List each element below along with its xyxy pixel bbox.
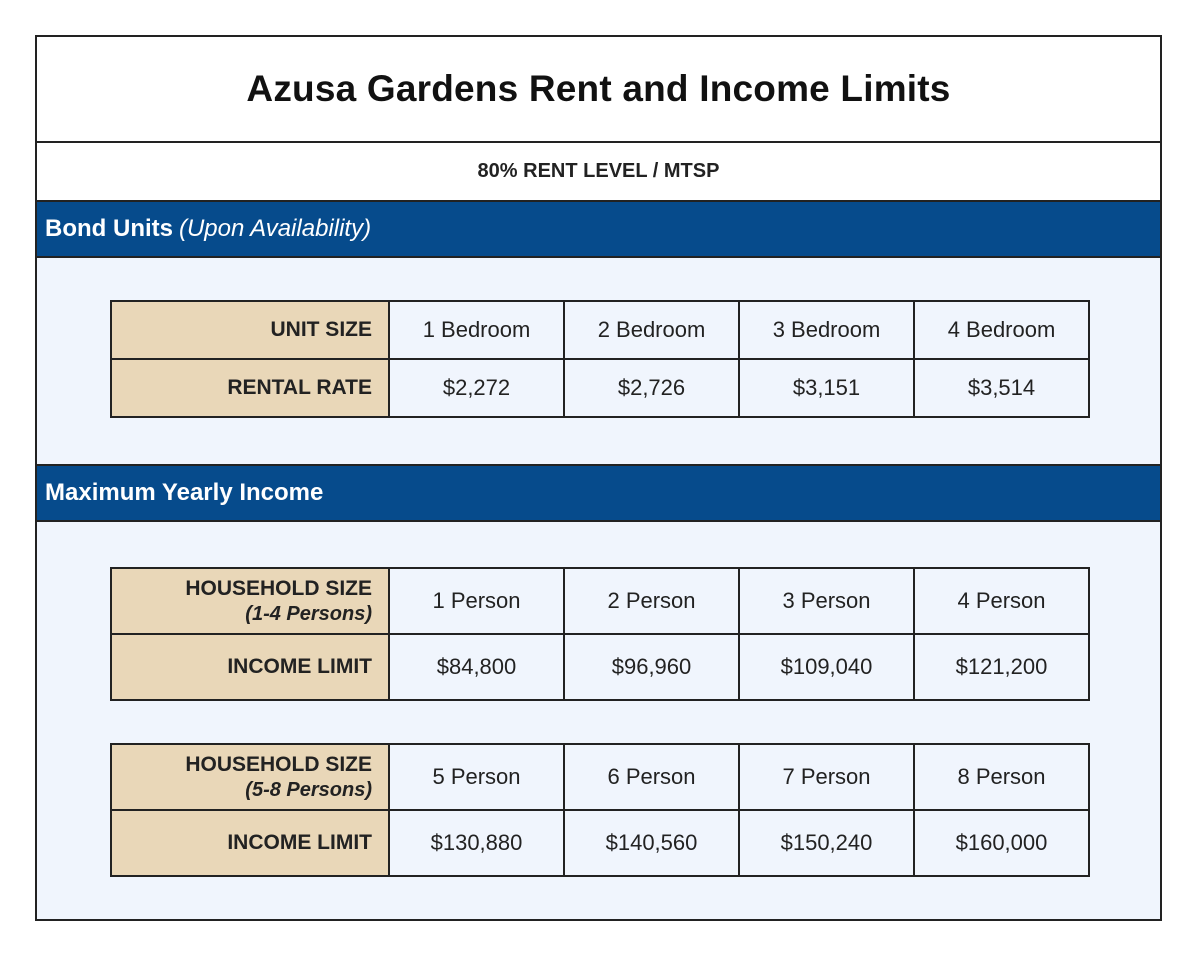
unit-size-label: UNIT SIZE bbox=[111, 301, 389, 359]
income-table-5-8 bbox=[110, 743, 1090, 877]
unit-size-cell: 4 Bedroom bbox=[914, 301, 1089, 359]
title-box bbox=[37, 37, 1160, 143]
income-limit-cell: $84,800 bbox=[389, 634, 564, 700]
income-limit-label: INCOME LIMIT bbox=[111, 634, 389, 700]
household-size-text: HOUSEHOLD SIZE bbox=[185, 752, 372, 776]
max-income-header bbox=[37, 464, 1160, 522]
page-title: Azusa Gardens Rent and Income Limits bbox=[246, 68, 951, 109]
household-size-cell: 7 Person bbox=[739, 744, 914, 810]
max-income-panel bbox=[37, 522, 1160, 919]
income-limit-row bbox=[111, 634, 1089, 700]
household-size-label bbox=[111, 568, 389, 634]
rent-level-subtitle: 80% RENT LEVEL / MTSP bbox=[477, 160, 720, 182]
rental-rate-label: RENTAL RATE bbox=[111, 359, 389, 417]
rent-income-sheet bbox=[35, 35, 1162, 921]
income-limit-cell: $140,560 bbox=[564, 810, 739, 876]
income-limit-row bbox=[111, 810, 1089, 876]
bond-units-heading: Bond Units bbox=[45, 215, 173, 242]
subtitle-box bbox=[37, 143, 1160, 200]
household-size-cell: 6 Person bbox=[564, 744, 739, 810]
unit-size-cell: 1 Bedroom bbox=[389, 301, 564, 359]
unit-size-cell: 2 Bedroom bbox=[564, 301, 739, 359]
household-size-row bbox=[111, 744, 1089, 810]
bond-units-note: (Upon Availability) bbox=[178, 215, 372, 242]
household-size-cell: 8 Person bbox=[914, 744, 1089, 810]
household-size-note: (5-8 Persons) bbox=[245, 778, 372, 801]
unit-size-cell: 3 Bedroom bbox=[739, 301, 914, 359]
household-size-text: HOUSEHOLD SIZE bbox=[185, 576, 372, 600]
rental-rate-cell: $2,726 bbox=[564, 359, 739, 417]
rental-rate-row bbox=[111, 359, 1089, 417]
income-table-1-4 bbox=[110, 567, 1090, 701]
rental-rate-cell: $2,272 bbox=[389, 359, 564, 417]
income-limit-label: INCOME LIMIT bbox=[111, 810, 389, 876]
income-limit-cell: $160,000 bbox=[914, 810, 1089, 876]
household-size-row bbox=[111, 568, 1089, 634]
household-size-cell: 3 Person bbox=[739, 568, 914, 634]
household-size-cell: 5 Person bbox=[389, 744, 564, 810]
income-limit-cell: $121,200 bbox=[914, 634, 1089, 700]
income-limit-cell: $150,240 bbox=[739, 810, 914, 876]
rental-rate-table bbox=[110, 300, 1090, 418]
household-size-cell: 1 Person bbox=[389, 568, 564, 634]
rental-rate-cell: $3,151 bbox=[739, 359, 914, 417]
income-limit-cell: $130,880 bbox=[389, 810, 564, 876]
bond-units-panel bbox=[37, 258, 1160, 464]
income-limit-cell: $109,040 bbox=[739, 634, 914, 700]
household-size-note: (1-4 Persons) bbox=[245, 602, 372, 625]
income-limit-cell: $96,960 bbox=[564, 634, 739, 700]
rental-rate-cell: $3,514 bbox=[914, 359, 1089, 417]
bond-units-header bbox=[37, 200, 1160, 258]
household-size-label bbox=[111, 744, 389, 810]
household-size-cell: 4 Person bbox=[914, 568, 1089, 634]
unit-size-row bbox=[111, 301, 1089, 359]
household-size-cell: 2 Person bbox=[564, 568, 739, 634]
max-income-heading: Maximum Yearly Income bbox=[45, 479, 324, 506]
